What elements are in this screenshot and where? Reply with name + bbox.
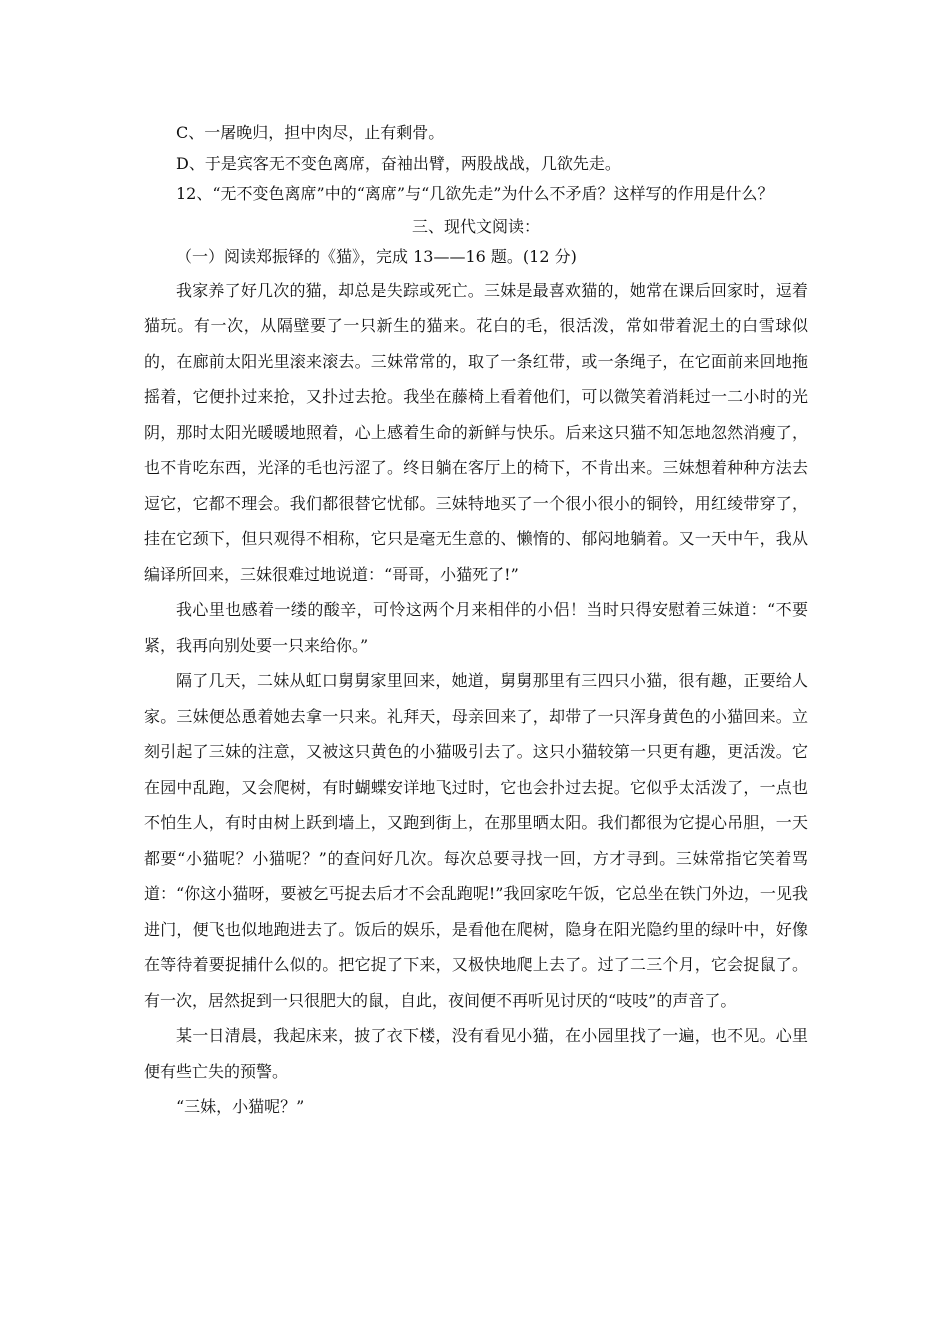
section-subtitle: （一）阅读郑振铎的《猫》，完成 13——16 题。(12 分): [176, 247, 577, 266]
option-d: D、于是宾客无不变色离席，奋袖出臂，两股战战，几欲先走。: [176, 153, 621, 173]
passage-paragraph-1: 我家养了好几次的猫，却总是失踪或死亡。三妹是最喜欢猫的，她常在课后回家时，逗着猫玩。有一次，从隔壁要了一只新生的猫来。花白的毛，很活泼，常如带着泥土的白雪球似的，在廊前太阳光里滚来滚去。三妹常常的，取了一条红带，或一条绳子，在它面前来回地拖摇着，它便扑过来抢，又扑过去抢。我坐在藤椅上看着他们，可以微笑着消耗过一二小时的光阴，那时太阳光暖暖地照着，心上感着生命的新鲜与快乐。后来这只猫不知怎地忽然消瘦了，也不肯吃东西，光泽的毛也污涩了。终日躺在客厅上的椅下，不肯出来。三妹想着种种方法去逗它，它都不理会。我们都很替它忧郁。三妹特地买了一个很小很小的铜铃，用红绫带穿了，挂在它颈下，但只观得不相称，它只是毫无生意的、懒惰的、郁闷地躺着。又一天中午，我从编译所回来，三妹很难过地说道：“哥哥，小猫死了!”: [144, 280, 808, 584]
passage-paragraph-2: 我心里也感着一缕的酸辛，可怜这两个月来相伴的小侣！当时只得安慰着三妹道：“不要紧，我再向别处要一只来给你。”: [144, 600, 808, 655]
document-page: [144, 118, 808, 1125]
option-c: C、一屠晚归，担中肉尽，止有剩骨。: [176, 123, 445, 142]
passage-paragraph-5: “三妹，小猫呢？”: [176, 1097, 305, 1116]
passage-paragraph-4: 某一日清晨，我起床来，披了衣下楼，没有看见小猫，在小园里找了一遍，也不见。心里便有些亡失的预警。: [144, 1026, 808, 1081]
section-title: 三、现代文阅读：: [411, 216, 540, 236]
passage-paragraph-3: 隔了几天，二妹从虹口舅舅家里回来，她道，舅舅那里有三四只小猫，很有趣，正要给人家。三妹便怂恿着她去拿一只来。礼拜天，母亲回来了，却带了一只浑身黄色的小猫回来。立刻引起了三妹的注意，又被这只黄色的小猫吸引去了。这只小猫较第一只更有趣，更活泼。它在园中乱跑，又会爬树，有时蝴蝶安详地飞过时，它也会扑过去捉。它似乎太活泼了，一点也不怕生人，有时由树上跃到墙上，又跑到街上，在那里晒太阳。我们都很为它提心吊胆，一天都要“小猫呢？小猫呢？”的查问好几次。每次总要寻找一回，方才寻到。三妹常指它笑着骂道：“你这小猫呀，要被乞丐捉去后才不会乱跑呢!”我回家吃午饭，它总坐在铁门外边，一见我进门，便飞也似地跑进去了。饭后的娱乐，是看他在爬树，隐身在阳光隐约里的绿叶中，好像在等待着要捉捕什么似的。把它捉了下来，又极快地爬上去了。过了二三个月，它会捉鼠了。有一次，居然捉到一只很肥大的鼠，自此，夜间便不再听见讨厌的“吱吱”的声音了。: [144, 671, 808, 1010]
question-12: 12、“无不变色离席”中的“离席”与“几欲先走”为什么不矛盾？这样写的作用是什么？: [176, 184, 774, 203]
